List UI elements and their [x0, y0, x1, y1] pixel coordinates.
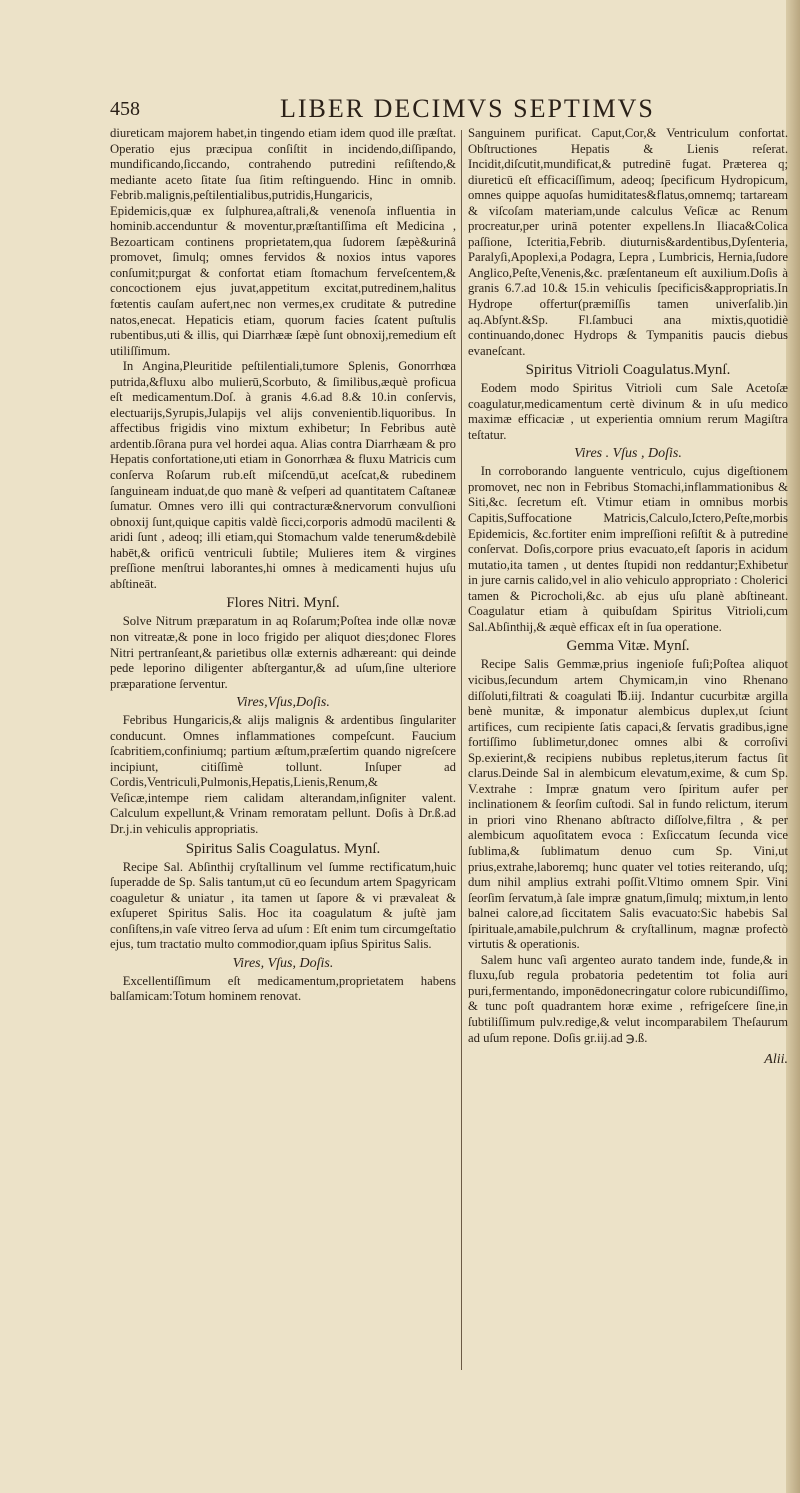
paragraph: diureticam majorem habet,in tingendo etiam idem quod ille præſtat. Operatio ejus præcipua conſiſtit in incidendo,diſſipando, mundificando,ſiccando, contrahendo putredini reſiſtendo,& mediante aceto ſitate ſua ſitim reſtinguendo. Hinc in omnib. Febrib.malignis,peſtilentialibus,putridis,Hungaricis, Epidemicis,quæ ex ſulphurea,aſtrali,& venenoſa influentia in hominib.accenduntur & moventur,præſtantiſſima eſt Medicina , Bezoarticam continens proprietatem,qua ſudorem ſæpè&urinâ promovet, ſimulq; omnes fervidos & noxios intus vapores conſumit;purgat & confortat etiam ſtomachum ferveſcentem,& concoctionem ejus juvat,appetitum excitat,putredinem,halitus fœtentis cauſam aufert,nec non vermes,ex cruditate & putredine natos,enecat. Hepaticis etiam, quorum facies ſcatent puſtulis rubentibus,uti & illis, qui Diarrhææ ſæpè ſunt obnoxij,remedium eſt utiliſſimum.	[110, 126, 456, 358]
right-column	[468, 126, 788, 1068]
column-divider	[461, 130, 462, 1370]
page-header	[110, 96, 690, 126]
paragraph: In Angina,Pleuritide peſtilentiali,tumore Splenis, Gonorrhœa putrida,&fluxu albo mulierū,Scorbuto, & ſimilibus,æquè proficua eſt medicamentum.Doſ. à granis 4.6.ad 8.& 10.in conſervis, electuarijs,Syrupis,Julapijs vel alijs convenientib.liquoribus. In affectibus frigidis vino mixtum exhibetur; In Febribus autè ardentib.ſôrana pura vel hordei aqua. Alias contra Diarrhæam & pro Hepatis confortatione,uti etiam in Gonorrhæa & fluxu Matricis cum conſerva Roſarum rub.eſt miſcendū,ut aceſcat,& rubedinem ſanguineam induat,de quo manè & veſperi ad quantitatem Caſtaneæ ſumatur. Omnes vero illi qui contracturæ&nervorum convulſioni obnoxij ſunt,quique capitis valdè ſicci,corporis admodū macilenti & aridi ſunt , adeoq; illi etiam,qui Stomachum valde tenerum&debilè habēt,& orificū ventriculi ſubtile; Mulieres item & virgines preſſione menſtrui laborantes,hi omnes à medicamenti hujus uſu abſtineāt.	[110, 359, 456, 591]
page-edge	[786, 0, 800, 1493]
paragraph: Sanguinem purificat. Caput,Cor,& Ventriculum confortat. Obſtructiones Hepatis & Lienis reſerat. Incidit,diſcutit,mundificat,& putredinē fugat. Præterea q; diureticū eſt efficaciſſimum, adeoq; ſpecificum Hydropicum, omnes quippe aquoſas humiditates&flatus,omnemq; tartaream & viſcoſam materiam,unde calculus Veſicæ ac Renum procreatur,per urinā potenter expellens.In Iliaca&Colica paſſione, Icteritia,Febrib. diuturnis&ardentibus,Dyſenteria, Paralyſi,Apoplexi,a Podagra, Lepra , Lumbricis, Hernia,ſudore Anglico,Peſte,Venenis,&c. præſentaneum eſt auxilium.Doſis à granis 6.7.ad 10.& 15.in vehiculis ſpecificis&appropriatis.In Hydrope offertur(præmiſſis tamen univerſalib.)in aq.Abſynt.&Sp. Fl.ſambuci ana mixtis,quotidiè continuando,donec Hydrops & Tympanitis paucis diebus evaneſcant.	[468, 126, 788, 358]
paragraph: In corroborando languente ventriculo, cujus digeſtionem promovet, nec non in Febribus Stomachi,inflammationibus & Siti,&c. ſecretum eſt. Vtimur etiam in omnibus morbis Capitis,Suffocatione Matricis,Calculo,Ictero,Peſte,morbis Epidemicis, &c.fortiter enim impreſſioni reſiſtit & à putredine conſervat. Doſis,corpore prius evacuato,eſt ſaporis in acidum mutatio,ita tamen , ut dentes ſtupidi non reddantur;Exhibetur in jure carnis calido,vel in alio vehiculo appropriato : Cholerici tamen & Picrocholi,&c. ab ejus uſu planè abſtineant. Coagulatur etiam à quibuſdam Spiritus Vitrioli,cum Sal.Abſinthij,& æquè efficax eſt in ſua operatione.	[468, 464, 788, 634]
section-heading: Gemma Vitæ. Mynſ.	[566, 638, 690, 655]
left-column	[110, 126, 456, 1005]
section-heading: Spiritus Vitrioli Coagulatus.Mynſ.	[525, 362, 731, 379]
subheading: Vires, Vſus, Doſis.	[232, 955, 334, 971]
paragraph: Salem hunc vaſi argenteo aurato tandem inde, funde,& in fluxu,ſub regula probatoria pedetentim tot folia auri puri,fermentando, imponēdonecringatur colore rubicundiſſimo, & tunc poſt quadrantem horæ exime , refrigeſcere ſine,in ſubtiliſſimum pulv.redige,& velut incomparabilem Theſaurum ad uſum repone. Doſis gr.iij.ad ℈.ß.	[468, 952, 788, 1045]
paragraph: Febribus Hungaricis,& alijs malignis & ardentibus ſingulariter conducunt. Omnes inflammationes compeſcunt. Faucium ſcabritiem,confiniumq; partium æſtum,præſertim quando nigreſcere incipiunt, citiſſimè tollunt. Inſuper ad Cordis,Ventriculi,Pulmonis,Hepatis,Lienis,Renum,& Veſicæ,intempe riem calidam alterandam,inſigniter valent. Calculum expellunt,& Vrinam remoratam pellunt. Doſis à Dr.ß.ad Dr.j.in vehiculis appropriatis.	[110, 713, 456, 836]
paragraph: Excellentiſſimum eſt medicamentum,proprietatem habens balſamicam:Totum hominem renovat.	[110, 973, 456, 1004]
subheading: Vires . Vſus , Doſis.	[574, 446, 682, 462]
paragraph: Recipe Sal. Abſinthij cryſtallinum vel ſumme rectificatum,huic ſuperadde de Sp. Salis tantum,ut cū eo ſecundum artem Spagyricam coaguletur & uniatur , ita tamen ut ſapore & vi prævaleat & exſuperet Spiritus Salis. Hoc ita coagulatum & juſtè jam conſiſtens,in vaſe vitreo ſerva ad uſum : Eſt enim tum circumgeſtatio ejus, tum tractatio multo commodior,quam ipſius Spiritus Salis.	[110, 859, 456, 952]
paragraph: Recipe Salis Gemmæ,prius ingenioſe fuſi;Poſtea aliquot vicibus,ſecundum artem Chymicam,in vino Rhenano diſſoluti,filtrati & coagulati ℔.iij. Indantur cucurbitæ argilla benè munitæ, & imponatur alembicus duplex,ut ſciunt artifices, cum recipiente ſatis capaci,& ſervatis gradibus,igne fortiſſimo ſublimetur,donec omnes albi & corroſivi Sp.exierint,& recipiens nubibus repletus,iterum factus ſit clarus.Deinde Sal in alembicum elevatum,exime, & cum Sp. V.extrahe : Impræ gnatum vero ſpiritum aufer per inclinationem & ſeorſim cuſtodi. Sal in fundo relictum, iterum in priori vino Rhenano abſtracto diſſolve,filtra , & per alembicum aquoſitatem evoca : Exſiccatum ſecunda vice ſublima,& ſublimatum denuo cum Sp. Vini,ut prius,extrahe,laboremq; hunc quater vel toties reiterando, uſq; dum nihil amplius extrahi poſſit.Vltimo omnem Spir. Vini ſeorſim ſervatum,à ſale impræ gnatum,ſimulq; mixtum,in lento balnei calore,ad ſiccitatem Salis evacuato:Sic habebis Sal ſpirituale,amabile,pulchrum & cryſtallinum, magnæ profectò virtutis & operationis.	[468, 657, 788, 952]
running-title: LIBER DECIMVS SEPTIMVS	[280, 94, 655, 123]
paragraph: Eodem modo Spiritus Vitrioli cum Sale Acetoſæ coagulatur,medicamentum certè divinum & in uſu medico maximæ efficaciæ , ut experientia omnium rerum Magiſtra teſtatur.	[468, 381, 788, 442]
subheading: Vires,Vſus,Doſis.	[236, 695, 330, 711]
paragraph: Solve Nitrum præparatum in aq Roſarum;Poſtea inde ollæ novæ non vitreatæ,& pone in loco frigido per aliquot dies;donec Flores Nitri pertranſeant,& parietibus ollæ externis adhæreant: qui deinde pede leporino diligenter abſtergantur,& ad uſum,ſine ulteriore præparatione ſerventur.	[110, 614, 456, 691]
page-number: 458	[110, 98, 140, 120]
section-heading: Flores Nitri. Mynſ.	[226, 595, 340, 612]
section-heading: Spiritus Salis Coagulatus. Mynſ.	[185, 840, 381, 857]
catchword: Alii.	[764, 1052, 788, 1068]
